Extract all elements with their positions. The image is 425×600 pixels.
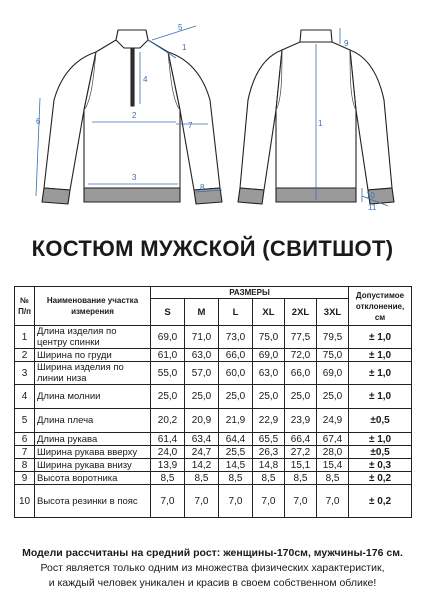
- cell-value: 25,0: [317, 385, 349, 409]
- table-row: [15, 472, 412, 485]
- table-body: [15, 326, 412, 518]
- cell-value: 14,5: [219, 459, 253, 472]
- cell-value: 14,2: [185, 459, 219, 472]
- cell-value: 14,8: [253, 459, 285, 472]
- cell-value: 55,0: [151, 362, 185, 385]
- row-name: Высота воротника: [35, 472, 151, 485]
- cell-value: 75,0: [253, 326, 285, 349]
- size-3xl: 3XL: [317, 299, 349, 326]
- cell-value: 20,2: [151, 409, 185, 433]
- label-5: 5: [178, 23, 183, 32]
- row-num: 9: [15, 472, 35, 485]
- cell-value: 57,0: [185, 362, 219, 385]
- header-num: № П/п: [15, 287, 35, 326]
- cell-value: 25,0: [253, 385, 285, 409]
- size-xl: XL: [253, 299, 285, 326]
- row-name: Длина плеча: [35, 409, 151, 433]
- cell-value: 67,4: [317, 433, 349, 446]
- back-collar: [300, 30, 332, 42]
- cell-value: 25,0: [185, 385, 219, 409]
- header-tolerance: Допустимое отклонение, см: [349, 287, 412, 326]
- cell-value: 7,0: [151, 485, 185, 518]
- cell-value: 66,0: [219, 349, 253, 362]
- row-tolerance: ±0,5: [349, 409, 412, 433]
- cell-value: 7,0: [317, 485, 349, 518]
- cell-value: 60,0: [219, 362, 253, 385]
- label-3: 3: [132, 173, 137, 182]
- row-tolerance: ±0,5: [349, 446, 412, 459]
- table-row: [15, 385, 412, 409]
- front-zipper: [131, 48, 134, 106]
- cell-value: 7,0: [253, 485, 285, 518]
- cell-value: 28,0: [317, 446, 349, 459]
- cell-value: 61,4: [151, 433, 185, 446]
- row-tolerance: ± 1,0: [349, 385, 412, 409]
- table-row: [15, 362, 412, 385]
- table-row: [15, 485, 412, 518]
- back-left-cuff: [238, 188, 264, 204]
- note-line-3: и каждый человек уникален и красив в своем собственном облике!: [48, 577, 377, 589]
- cell-value: 20,9: [185, 409, 219, 433]
- cell-value: 75,0: [317, 349, 349, 362]
- cell-value: 66,4: [285, 433, 317, 446]
- size-table: [14, 286, 412, 518]
- cell-value: 22,9: [253, 409, 285, 433]
- cell-value: 24,7: [185, 446, 219, 459]
- cell-value: 71,0: [185, 326, 219, 349]
- row-tolerance: ± 0,3: [349, 459, 412, 472]
- front-waistband: [84, 188, 180, 202]
- cell-value: 73,0: [219, 326, 253, 349]
- label-4: 4: [143, 75, 148, 84]
- size-2xl: 2XL: [285, 299, 317, 326]
- cell-value: 79,5: [317, 326, 349, 349]
- cell-value: 63,0: [185, 349, 219, 362]
- table-row: [15, 433, 412, 446]
- garment-svg: [0, 0, 425, 232]
- label-1: 1: [182, 43, 187, 52]
- row-num: 3: [15, 362, 35, 385]
- front-collar: [116, 30, 148, 48]
- cell-value: 13,9: [151, 459, 185, 472]
- row-tolerance: ± 0,2: [349, 485, 412, 518]
- cell-value: 25,5: [219, 446, 253, 459]
- row-name: Длина молнии: [35, 385, 151, 409]
- header-name: Наименование участка измерения: [35, 287, 151, 326]
- cell-value: 66,0: [285, 362, 317, 385]
- header-sizes: РАЗМЕРЫ: [151, 287, 349, 299]
- cell-value: 77,5: [285, 326, 317, 349]
- row-tolerance: ± 1,0: [349, 362, 412, 385]
- label-6: 6: [36, 117, 41, 126]
- size-m: M: [185, 299, 219, 326]
- cell-value: 15,1: [285, 459, 317, 472]
- cell-value: 69,0: [317, 362, 349, 385]
- cell-value: 8,5: [253, 472, 285, 485]
- row-name: Высота резинки в пояс: [35, 485, 151, 518]
- row-name: Ширина по груди: [35, 349, 151, 362]
- label-11: 11: [368, 203, 377, 212]
- row-num: 6: [15, 433, 35, 446]
- row-name: Ширина рукава вверху: [35, 446, 151, 459]
- label-2: 2: [132, 111, 137, 120]
- label-7: 7: [188, 121, 193, 130]
- cell-value: 69,0: [253, 349, 285, 362]
- cell-value: 7,0: [219, 485, 253, 518]
- cell-value: 8,5: [151, 472, 185, 485]
- note-height: Модели рассчитаны на средний рост: женщины-170см, мужчины-176 см.: [22, 547, 403, 559]
- cell-value: 8,5: [219, 472, 253, 485]
- row-num: 10: [15, 485, 35, 518]
- front-left-cuff: [42, 188, 70, 204]
- row-num: 4: [15, 385, 35, 409]
- row-name: Длина рукава: [35, 433, 151, 446]
- row-tolerance: ± 1,0: [349, 349, 412, 362]
- cell-value: 21,9: [219, 409, 253, 433]
- row-tolerance: ± 1,0: [349, 326, 412, 349]
- table-row: [15, 459, 412, 472]
- cell-value: 25,0: [285, 385, 317, 409]
- row-tolerance: ± 0,2: [349, 472, 412, 485]
- label-1-back: 1: [318, 119, 323, 128]
- row-num: 5: [15, 409, 35, 433]
- label-8: 8: [200, 183, 205, 192]
- cell-value: 25,0: [219, 385, 253, 409]
- row-name: Длина изделия по центру спинки: [35, 326, 151, 349]
- cell-value: 61,0: [151, 349, 185, 362]
- cell-value: 72,0: [285, 349, 317, 362]
- row-tolerance: ± 1,0: [349, 433, 412, 446]
- table-row: [15, 349, 412, 362]
- label-9: 9: [344, 39, 349, 48]
- table-row: [15, 326, 412, 349]
- table-row: [15, 409, 412, 433]
- cell-value: 65,5: [253, 433, 285, 446]
- cell-value: 24,0: [151, 446, 185, 459]
- garment-diagram: [0, 0, 425, 232]
- label-10: 10: [366, 191, 375, 200]
- cell-value: 8,5: [285, 472, 317, 485]
- row-num: 7: [15, 446, 35, 459]
- size-s: S: [151, 299, 185, 326]
- cell-value: 7,0: [185, 485, 219, 518]
- cell-value: 63,0: [253, 362, 285, 385]
- cell-value: 23,9: [285, 409, 317, 433]
- size-l: L: [219, 299, 253, 326]
- row-name: Ширина рукава внизу: [35, 459, 151, 472]
- cell-value: 26,3: [253, 446, 285, 459]
- table-row: [15, 446, 412, 459]
- cell-value: 8,5: [185, 472, 219, 485]
- row-num: 1: [15, 326, 35, 349]
- row-num: 8: [15, 459, 35, 472]
- cell-value: 63,4: [185, 433, 219, 446]
- row-num: 2: [15, 349, 35, 362]
- cell-value: 8,5: [317, 472, 349, 485]
- cell-value: 25,0: [151, 385, 185, 409]
- row-name: Ширина изделия по линии низа: [35, 362, 151, 385]
- cell-value: 69,0: [151, 326, 185, 349]
- note-line-2: Рост является только одним из множества физических характеристик,: [40, 562, 385, 574]
- cell-value: 24,9: [317, 409, 349, 433]
- cell-value: 15,4: [317, 459, 349, 472]
- cell-value: 7,0: [285, 485, 317, 518]
- cell-value: 64,4: [219, 433, 253, 446]
- cell-value: 27,2: [285, 446, 317, 459]
- page-title: КОСТЮМ МУЖСКОЙ (СВИТШОТ): [31, 236, 394, 261]
